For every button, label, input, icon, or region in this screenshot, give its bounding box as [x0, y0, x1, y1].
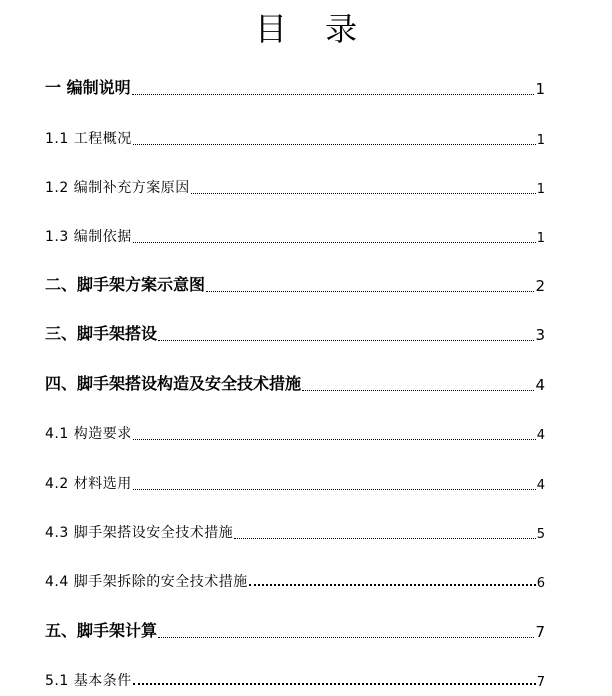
toc-entry-page: 1 [536, 182, 545, 197]
toc-entry[interactable] [45, 273, 545, 295]
toc-entry-page: 3 [535, 326, 545, 344]
toc-entry[interactable] [45, 471, 545, 493]
toc-entry-label: 三、脚手架搭设 [45, 324, 158, 343]
toc-entry[interactable] [45, 322, 545, 344]
toc-entry-page: 5 [536, 527, 545, 542]
toc-entry-page: 7 [536, 675, 545, 690]
toc-entry[interactable] [45, 619, 545, 641]
toc-dot-leader [132, 94, 535, 95]
toc-entry-label: 1.1 工程概况 [45, 131, 132, 147]
toc-entry-label: 4.3 脚手架搭设安全技术措施 [45, 525, 234, 541]
toc-entry-page: 4 [535, 376, 545, 394]
toc-entry[interactable] [45, 520, 545, 542]
toc-entry[interactable] [45, 372, 545, 394]
toc-entry-label: 1.2 编制补充方案原因 [45, 180, 190, 196]
toc-dot-leader [133, 683, 536, 685]
toc-entry[interactable] [45, 224, 545, 246]
toc-dot-leader [191, 193, 536, 194]
toc-dot-leader [249, 584, 536, 586]
toc-dot-leader [206, 291, 534, 292]
toc-entry[interactable] [45, 76, 545, 98]
document-title: 目 录 [254, 10, 372, 48]
toc-entry[interactable] [45, 421, 545, 443]
toc-entry-label: 四、脚手架搭设构造及安全技术措施 [45, 374, 302, 393]
toc-entry[interactable] [45, 668, 545, 690]
toc-dot-leader [234, 538, 536, 539]
toc-dot-leader [302, 390, 534, 391]
toc-entry-page: 1 [535, 80, 545, 98]
toc-entry-page: 1 [536, 231, 545, 246]
toc-entry-label: 一 编制说明 [45, 78, 131, 97]
toc-dot-leader [133, 242, 536, 243]
toc-dot-leader [158, 340, 534, 341]
toc-dot-leader [133, 439, 536, 440]
toc-entry-label: 4.1 构造要求 [45, 426, 132, 442]
toc-entry-page: 7 [535, 623, 545, 641]
toc-entry-page: 2 [535, 277, 545, 295]
toc-entry-page: 4 [536, 428, 545, 443]
toc-dot-leader [158, 637, 534, 638]
toc-entry-label: 5.1 基本条件 [45, 673, 132, 689]
toc-entry-page: 6 [536, 576, 545, 591]
toc-entry-label: 1.3 编制依据 [45, 229, 132, 245]
toc-entry-label: 五、脚手架计算 [45, 621, 158, 640]
toc-entry-label: 4.2 材料选用 [45, 476, 132, 492]
toc-dot-leader [133, 489, 536, 490]
toc-entry[interactable] [45, 175, 545, 197]
toc-entry-page: 1 [536, 133, 545, 148]
toc-entry-page: 4 [536, 478, 545, 493]
toc-entry-label: 二、脚手架方案示意图 [45, 275, 206, 294]
toc-entry-label: 4.4 脚手架拆除的安全技术措施 [45, 574, 248, 590]
toc-entry[interactable] [45, 126, 545, 148]
toc-entry[interactable] [45, 569, 545, 591]
toc-dot-leader [133, 144, 536, 145]
